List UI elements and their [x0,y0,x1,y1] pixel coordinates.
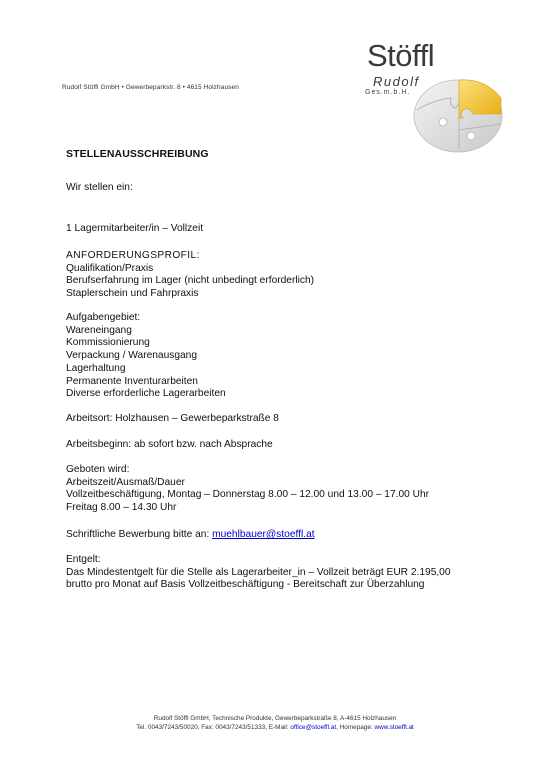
offer-item: Arbeitszeit/Ausmaß/Dauer [66,476,185,488]
profile-item: Staplerschein und Fahrpraxis [66,288,199,300]
footer-address: Rudolf Stöffl GmbH, Technische Produkte, Gewerbeparkstraße 8, A-4615 Holzhausen [153,715,397,722]
intro-text: Wir stellen ein: [66,182,133,193]
start-date: Arbeitsbeginn: ab sofort bzw. nach Absprache [66,439,273,450]
salary-line: brutto pro Monat auf Basis Vollzeitbeschäftigung - Bereitschaft zur Überzahlung [66,579,425,591]
logo-legal-form: Ges.m.b.H. [365,89,411,96]
footer-contact [0,723,550,732]
task-item: Wareneingang [66,324,132,336]
profile-heading: ANFORDERUNGSPROFIL: [66,250,200,261]
application-text: Schriftliche Bewerbung bitte an: [66,529,213,540]
application-email-link[interactable]: muehlbauer@stoeffl.at [212,529,315,540]
salary-heading: Entgelt: [66,554,101,565]
offer-heading: Geboten wird: [66,464,130,475]
document-title: STELLENAUSSCHREIBUNG [66,148,209,160]
task-item: Verpackung / Warenausgang [66,350,198,362]
footer-homepage-label: , Homepage: [336,724,375,731]
sender-address-line: Rudolf Stöffl GmbH • Gewerbeparkstr. 8 • 4615 Holzhausen [62,84,239,91]
logo-first-name: Rudolf [373,74,420,89]
position-title: 1 Lagermitarbeiter/in – Vollzeit [66,223,204,234]
offer-item: Freitag 8.00 – 14.30 Uhr [66,502,177,514]
work-location: Arbeitsort: Holzhausen – Gewerbeparkstraße 8 [66,413,279,424]
footer-email-link[interactable]: office@stoeffl.at [290,724,337,731]
task-item: Kommissionierung [66,337,150,349]
task-item: Diverse erforderliche Lagerarbeiten [66,388,226,400]
tasks-heading: Aufgabengebiet: [66,312,141,323]
logo-wordmark: Stöffl [367,38,435,73]
page-footer [0,714,550,732]
task-item: Permanente Inventurarbeiten [66,375,198,387]
offer-item: Vollzeitbeschäftigung, Montag – Donnerstag 8.00 – 12.00 und 13.00 – 17.00 Uhr [66,489,430,501]
footer-phone-fax: Tel. 0043/7243/50020, Fax: 0043/7243/51333, E-Mail: [136,724,291,731]
task-item: Lagerhaltung [66,362,126,374]
profile-item: Qualifikation/Praxis [66,262,154,274]
company-logo [345,38,505,158]
footer-homepage-link[interactable]: www.stoeffl.at [374,724,414,731]
application-line [66,529,315,542]
puzzle-icon [413,70,503,156]
profile-item: Berufserfahrung im Lager (nicht unbedingt erforderlich) [66,275,315,287]
salary-line: Das Mindestentgelt für die Stelle als Lagerarbeiter_in – Vollzeit beträgt EUR 2.195,00 [66,566,451,578]
